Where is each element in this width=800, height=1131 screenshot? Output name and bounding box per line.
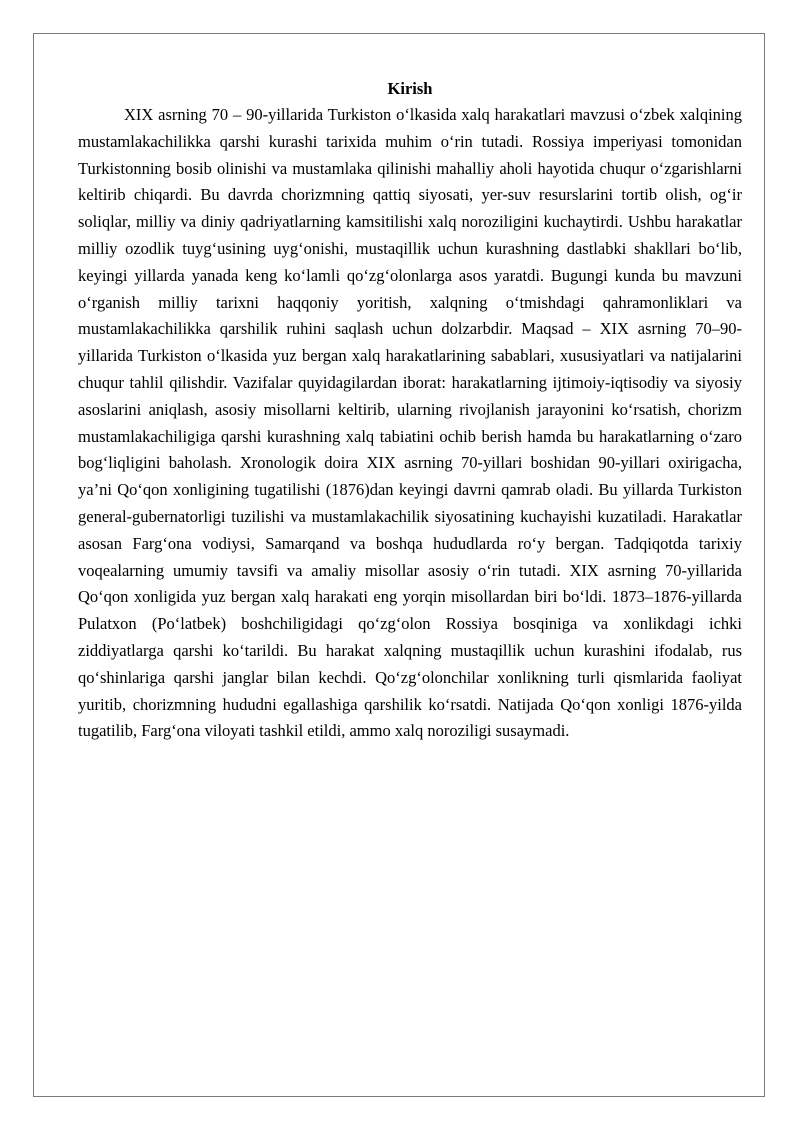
document-body xyxy=(78,76,742,745)
body-paragraph: XIX asrning 70 – 90-yillarida Turkiston o‘lkasida xalq harakatlari mavzusi o‘zbek xalqining mustamlakachilikka qarshi kurashi tarixida muhim o‘rin tutadi. Rossiya imperiyasi tomonidan Turkistonning bosib olinishi va mustamlaka qilinishi mahalliy aholi hayotida chuqur o‘zgarishlarni keltirib chiqardi. Bu davrda chorizmning qattiq siyosati, yer-suv resurslarini tortib olish, og‘ir soliqlar, milliy va diniy qadriyatlarning kamsitilishi xalq noroziligini kuchaytirdi. Ushbu harakatlar milliy ozodlik tuyg‘usining uyg‘onishi, mustaqillik uchun kurashning dastlabki shakllari bo‘lib, keyingi yillarda yanada keng ko‘lamli qo‘zg‘olonlarga asos yaratdi. Bugungi kunda bu mavzuni o‘rganish milliy tarixni haqqoniy yoritish, xalqning o‘tmishdagi qahramonliklari va mustamlakachilikka qarshilik ruhini saqlash uchun dolzarbdir. Maqsad – XIX asrning 70–90-yillarida Turkiston o‘lkasida yuz bergan xalq harakatlarining sabablari, xususiyatlari va natijalarini chuqur tahlil qilishdir. Vazifalar quyidagilardan iborat: harakatlarning ijtimoiy-iqtisodiy va siyosiy asoslarini aniqlash, asosiy misollarni keltirib, ularning rivojlanish jarayonini ko‘rsatish, chorizm mustamlakachiligiga qarshi kurashning xalq tabiatini ochib berish hamda bu harakatlarning o‘zaro bog‘liqligini baholash. Xronologik doira XIX asrning 70-yillari boshidan 90-yillari oxirigacha, ya’ni Qo‘qon xonligining tugatilishi (1876)dan keyingi davrni qamrab oladi. Bu yillarda Turkiston general-gubernatorligi tuzilishi va mustamlakachilik siyosatining kuchayishi kuzatiladi. Harakatlar asosan Farg‘ona vodiysi, Samarqand va boshqa hududlarda ro‘y bergan. Tadqiqotda tarixiy voqealarning umumiy tavsifi va amaliy misollar asosiy o‘rin tutadi. XIX asrning 70-yillarida Qo‘qon xonligida yuz bergan xalq harakati eng yorqin misollardan biri bo‘ldi. 1873–1876-yillarda Pulatxon (Po‘latbek) boshchiligidagi qo‘zg‘olon Rossiya bosqiniga va xonlikdagi ichki ziddiyatlarga qarshi ko‘tarildi. Bu harakat xalqning mustaqillik uchun kurashini ifodalab, rus qo‘shinlariga qarshi janglar bilan kechdi. Qo‘zg‘olonchilar xonlikning turli qismlarida faoliyat yuritib, chorizmning hududni egallashiga qarshilik ko‘rsatdi. Natijada Qo‘qon xonligi 1876-yilda tugatilib, Farg‘ona viloyati tashkil etildi, ammo xalq noroziligi susaymadi. xyxy=(78,105,742,741)
document-title: Kirish xyxy=(387,79,433,98)
